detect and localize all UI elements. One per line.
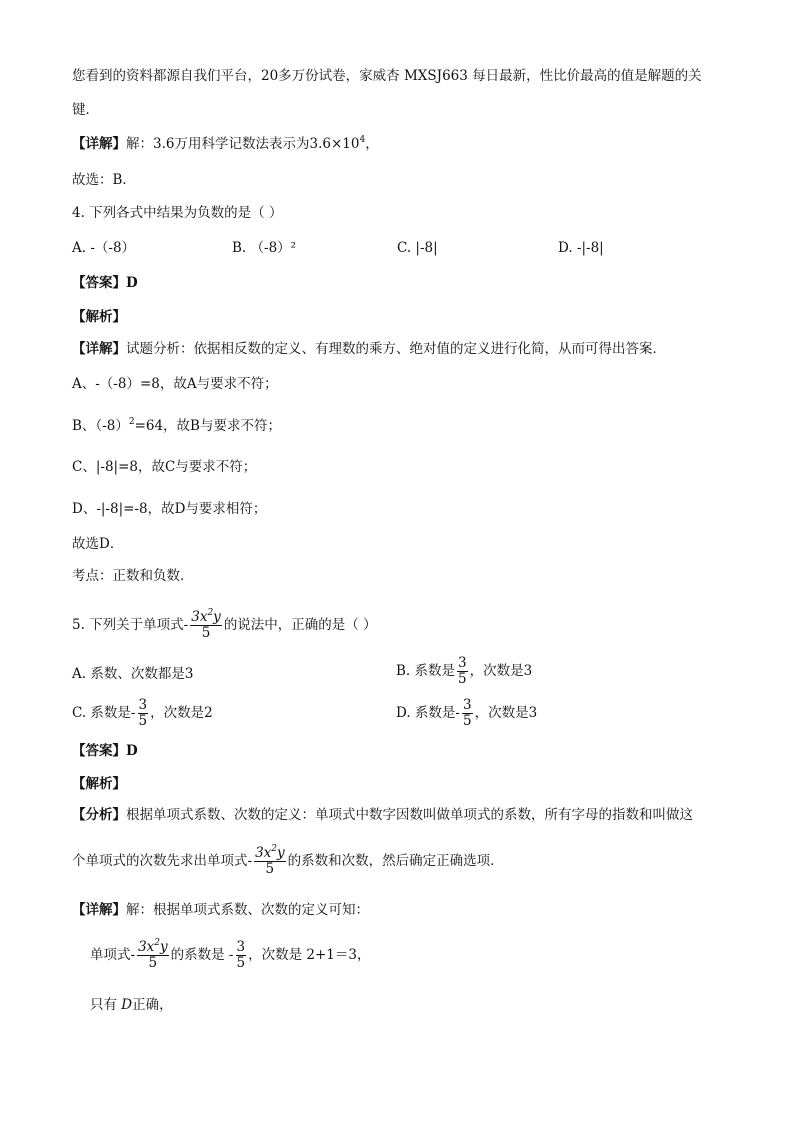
mono-coef: 3x <box>255 845 272 861</box>
mono-exp: 2 <box>207 608 214 618</box>
q5-stem <box>72 610 377 641</box>
frac-num: 3 <box>463 697 472 713</box>
mono-coef: 3x <box>138 939 155 955</box>
frac-den: 5 <box>138 713 148 729</box>
q5-option-b <box>396 656 532 687</box>
monomial-fraction <box>254 846 286 877</box>
q5-stem-pre: 5. 下列关于单项式- <box>72 617 189 633</box>
q3-expr-base: 3.6×10 <box>309 136 360 152</box>
mono-exp: 2 <box>271 844 277 854</box>
q4-analysis: 【解析】 <box>72 309 126 325</box>
q4-line-b-exp: 2 <box>128 417 135 427</box>
q4-option-c: C. |-8| <box>397 240 438 256</box>
q4-choose: 故选D． <box>72 536 124 552</box>
detail-tag: 【详解】 <box>72 902 126 918</box>
q4-answer: 【答案】D <box>72 275 138 291</box>
frac-den: 5 <box>458 671 467 687</box>
mono-den: 5 <box>148 955 158 971</box>
q5-calc-mid: 的系数是 - <box>170 947 234 963</box>
q5-only-post: 正确， <box>132 997 173 1013</box>
fraction <box>138 698 149 729</box>
monomial-fraction <box>190 610 222 641</box>
frac-num: 3 <box>236 939 246 955</box>
q5-d-post: ，次数是3 <box>474 705 538 721</box>
q5-only <box>90 995 173 1015</box>
detail-tag: 【详解】 <box>72 341 126 357</box>
frac-den: 5 <box>463 713 472 729</box>
intro-line-1: 您看到的资料都源自我们平台，20多万份试卷，家威杏 MXSJ663 每日最新，性比价最高的值是解题的关 <box>72 68 702 84</box>
q5-option-c <box>72 698 213 729</box>
q4-option-a: A. -（-8） <box>72 240 136 256</box>
q4-option-b: B. （-8）² <box>232 240 297 256</box>
q5-detail <box>72 900 369 920</box>
q5-only-var: D <box>121 997 133 1013</box>
mono-exp: 2 <box>154 938 160 948</box>
q5-calc-post: ，次数是 2+1＝3， <box>248 947 371 963</box>
q5-option-a: A. 系数、次数都是3 <box>72 666 194 682</box>
q5-fenxi2-post: 的系数和次数，然后确定正确选项． <box>287 853 504 869</box>
fraction <box>236 940 247 971</box>
q3-choose: 故选：B． <box>72 172 136 188</box>
q4-line-a: A、-（-8）=8，故A与要求不符； <box>72 376 278 392</box>
frac-num: 3 <box>138 697 148 713</box>
q4-option-d: D. -|-8| <box>558 240 604 256</box>
q4-detail <box>72 339 666 359</box>
fraction <box>457 656 468 687</box>
frac-num: 3 <box>458 655 467 671</box>
mono-coef: 3x <box>191 609 208 625</box>
q4-line-b-pre: B、（-8） <box>72 418 129 434</box>
q5-calc <box>90 940 370 971</box>
mono-den: 5 <box>265 861 275 877</box>
fraction <box>462 698 473 729</box>
q5-fenxi-2 <box>72 846 504 877</box>
q5-only-pre: 只有 <box>90 997 122 1013</box>
intro-line-2: 键． <box>72 102 99 118</box>
q5-calc-pre: 单项式- <box>90 947 136 963</box>
fenxi-tag: 【分析】 <box>72 807 126 823</box>
q5-c-pre: C. 系数是- <box>72 705 136 721</box>
mono-den: 5 <box>201 625 211 641</box>
q3-expr-tail: ， <box>365 136 379 152</box>
q5-b-pre: B. 系数是 <box>396 663 456 679</box>
q5-option-d <box>396 698 537 729</box>
q4-detail-text: 试题分析：依据相反数的定义、有理数的乘方、绝对值的定义进行化简，从而可得出答案． <box>126 341 666 357</box>
q4-line-b <box>72 416 281 436</box>
q3-detail-text: 解：3.6万用科学记数法表示为 <box>126 136 310 152</box>
q3-expr-exp: 4 <box>359 135 366 145</box>
q4-line-d: D、-|-8|=-8，故D与要求相符； <box>72 501 267 517</box>
mono-y: y <box>160 939 168 955</box>
q5-fenxi-text: 根据单项式系数、次数的定义：单项式中数字因数叫做单项式的系数，所有字母的指数和叫做这 <box>126 807 693 823</box>
q5-d-pre: D. 系数是- <box>396 705 460 721</box>
monomial-fraction <box>137 940 169 971</box>
q5-stem-post: 的说法中，正确的是（ ） <box>223 617 377 633</box>
q5-c-post: ，次数是2 <box>150 705 213 721</box>
q4-line-c: C、|-8|=8，故C与要求不符； <box>72 459 257 475</box>
q5-fenxi2-pre: 个单项式的次数先求出单项式- <box>72 853 253 869</box>
mono-y: y <box>277 845 285 861</box>
q4-line-b-post: =64，故B与要求不符； <box>134 418 281 434</box>
q5-detail-text: 解：根据单项式系数、次数的定义可知： <box>126 902 369 918</box>
q5-answer: 【答案】D <box>72 743 138 759</box>
detail-tag: 【详解】 <box>72 136 126 152</box>
q3-detail <box>72 134 379 154</box>
frac-den: 5 <box>236 955 246 971</box>
q4-point: 考点：正数和负数． <box>72 568 194 584</box>
q5-b-post: ，次数是3 <box>469 663 533 679</box>
mono-y: y <box>213 609 221 625</box>
q5-analysis: 【解析】 <box>72 776 126 792</box>
q4-stem: 4. 下列各式中结果为负数的是（ ） <box>72 205 283 221</box>
q5-fenxi <box>72 805 693 825</box>
